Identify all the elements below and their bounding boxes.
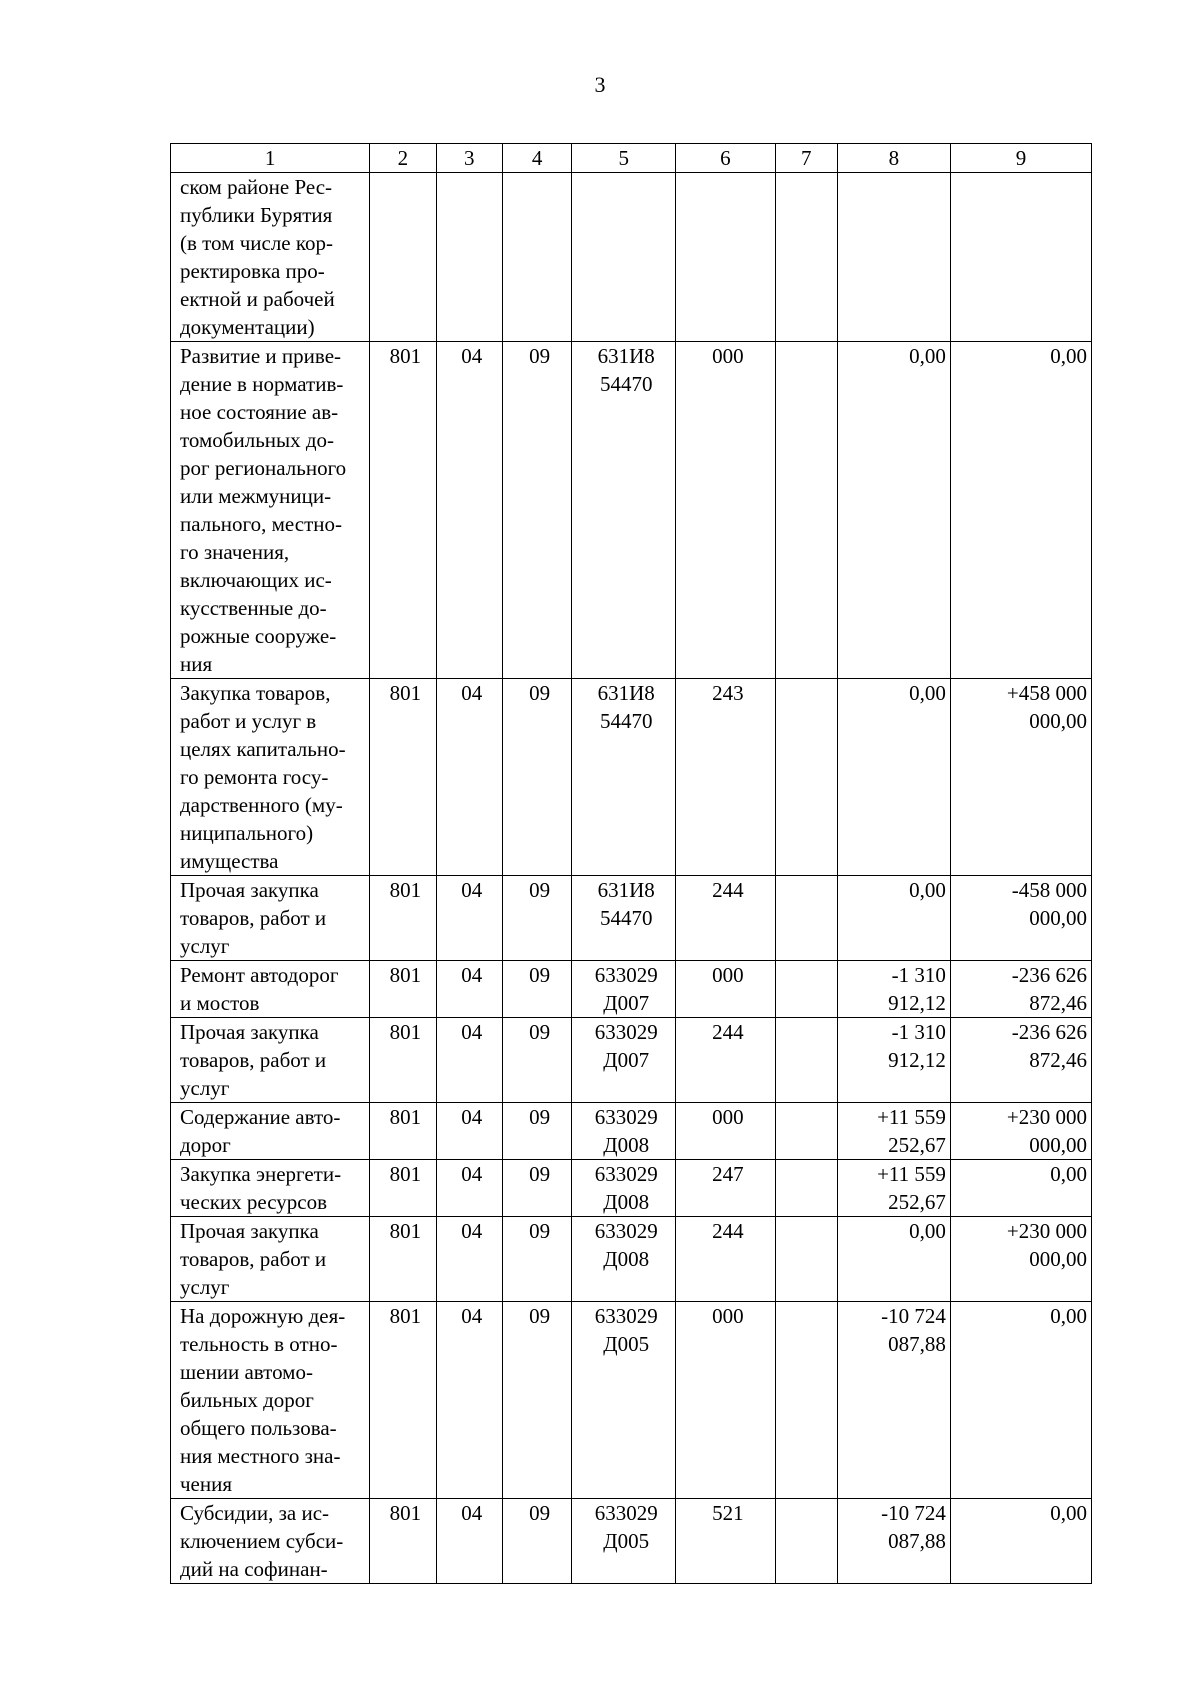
row-cell-3: [436, 173, 502, 342]
row-cell-7: [775, 679, 837, 876]
row-cell-7: [775, 876, 837, 961]
row-cell-7: [775, 961, 837, 1018]
row-cell-5: 633029 Д008: [572, 1103, 676, 1160]
row-cell-5: 631И8 54470: [572, 876, 676, 961]
row-cell-3: 04: [436, 1103, 502, 1160]
budget-table: [170, 143, 1092, 1584]
header-col-9: 9: [950, 144, 1091, 173]
row-cell-5: 633029 Д008: [572, 1160, 676, 1217]
row-cell-2: 801: [370, 1160, 436, 1217]
row-cell-4: 09: [502, 1103, 571, 1160]
row-cell-9: 0,00: [950, 342, 1091, 679]
row-cell-7: [775, 1217, 837, 1302]
row-cell-6: 000: [676, 1302, 776, 1499]
row-cell-8: 0,00: [837, 1217, 950, 1302]
row-cell-5: 633029 Д007: [572, 1018, 676, 1103]
table-row: [171, 679, 1092, 876]
row-cell-6: 244: [676, 1018, 776, 1103]
row-cell-8: -1 310 912,12: [837, 1018, 950, 1103]
row-cell-9: -236 626 872,46: [950, 1018, 1091, 1103]
row-cell-9: +230 000 000,00: [950, 1103, 1091, 1160]
row-cell-5: 633029 Д008: [572, 1217, 676, 1302]
row-cell-7: [775, 1018, 837, 1103]
table-row: [171, 1160, 1092, 1217]
row-name-cell: Субсидии, за ис- ключением субси- дий на софинан-: [171, 1499, 370, 1584]
row-cell-4: [502, 173, 571, 342]
row-cell-4: 09: [502, 1018, 571, 1103]
row-cell-6: [676, 173, 776, 342]
row-cell-7: [775, 173, 837, 342]
row-cell-8: 0,00: [837, 679, 950, 876]
header-col-4: 4: [502, 144, 571, 173]
row-cell-4: 09: [502, 876, 571, 961]
header-col-3: 3: [436, 144, 502, 173]
row-cell-4: 09: [502, 961, 571, 1018]
row-cell-7: [775, 1160, 837, 1217]
row-cell-7: [775, 1499, 837, 1584]
row-cell-2: [370, 173, 436, 342]
row-cell-6: 000: [676, 961, 776, 1018]
row-cell-9: 0,00: [950, 1499, 1091, 1584]
table-row: [171, 1302, 1092, 1499]
row-cell-5: [572, 173, 676, 342]
table-row: [171, 1499, 1092, 1584]
row-name-cell: На дорожную дея- тельность в отно- шении автомо- бильных дорог общего пользова- ния местного зна- чения: [171, 1302, 370, 1499]
table-row: [171, 876, 1092, 961]
row-cell-4: 09: [502, 1160, 571, 1217]
row-cell-4: 09: [502, 1302, 571, 1499]
row-cell-8: -10 724 087,88: [837, 1302, 950, 1499]
row-cell-3: 04: [436, 679, 502, 876]
table-row: [171, 1217, 1092, 1302]
row-cell-6: 000: [676, 1103, 776, 1160]
table-row: [171, 1018, 1092, 1103]
row-cell-7: [775, 342, 837, 679]
row-cell-4: 09: [502, 342, 571, 679]
row-name-cell: Закупка энергети- ческих ресурсов: [171, 1160, 370, 1217]
row-cell-5: 633029 Д005: [572, 1302, 676, 1499]
row-name-cell: Содержание авто- дорог: [171, 1103, 370, 1160]
row-cell-5: 631И8 54470: [572, 679, 676, 876]
row-cell-2: 801: [370, 1217, 436, 1302]
row-cell-9: 0,00: [950, 1160, 1091, 1217]
row-cell-8: 0,00: [837, 342, 950, 679]
row-cell-2: 801: [370, 1018, 436, 1103]
row-cell-6: 244: [676, 876, 776, 961]
header-col-6: 6: [676, 144, 776, 173]
row-cell-6: 521: [676, 1499, 776, 1584]
row-cell-3: 04: [436, 1302, 502, 1499]
row-cell-6: 000: [676, 342, 776, 679]
row-cell-2: 801: [370, 1103, 436, 1160]
row-cell-3: 04: [436, 342, 502, 679]
row-cell-2: 801: [370, 876, 436, 961]
row-cell-3: 04: [436, 876, 502, 961]
row-cell-9: -236 626 872,46: [950, 961, 1091, 1018]
row-cell-8: +11 559 252,67: [837, 1103, 950, 1160]
page-number: 3: [594, 72, 606, 97]
row-cell-9: 0,00: [950, 1302, 1091, 1499]
row-cell-2: 801: [370, 342, 436, 679]
row-cell-8: -1 310 912,12: [837, 961, 950, 1018]
header-col-7: 7: [775, 144, 837, 173]
row-cell-6: 243: [676, 679, 776, 876]
row-cell-5: 633029 Д007: [572, 961, 676, 1018]
header-col-5: 5: [572, 144, 676, 173]
row-name-cell: Прочая закупка товаров, работ и услуг: [171, 1217, 370, 1302]
row-cell-8: +11 559 252,67: [837, 1160, 950, 1217]
row-cell-9: +230 000 000,00: [950, 1217, 1091, 1302]
table-row: [171, 173, 1092, 342]
row-cell-5: 631И8 54470: [572, 342, 676, 679]
row-name-cell: Развитие и приве- дение в норматив- ное состояние ав- томобильных до- рог регионального или межмуници- пального, местно- го значения, включающих ис- кусственные до- рожные сооруже- ния: [171, 342, 370, 679]
table-row: [171, 1103, 1092, 1160]
row-cell-3: 04: [436, 1018, 502, 1103]
row-cell-2: 801: [370, 1499, 436, 1584]
row-cell-7: [775, 1103, 837, 1160]
header-col-1: 1: [171, 144, 370, 173]
row-name-cell: Прочая закупка товаров, работ и услуг: [171, 876, 370, 961]
row-cell-2: 801: [370, 1302, 436, 1499]
row-name-cell: Ремонт автодорог и мостов: [171, 961, 370, 1018]
row-cell-3: 04: [436, 961, 502, 1018]
row-cell-5: 633029 Д005: [572, 1499, 676, 1584]
row-cell-6: 244: [676, 1217, 776, 1302]
row-cell-2: 801: [370, 961, 436, 1018]
row-cell-8: -10 724 087,88: [837, 1499, 950, 1584]
row-cell-3: 04: [436, 1217, 502, 1302]
row-cell-4: 09: [502, 679, 571, 876]
row-cell-3: 04: [436, 1499, 502, 1584]
row-cell-4: 09: [502, 1217, 571, 1302]
row-name-cell: ском районе Рес- публики Бурятия (в том числе кор- ректировка про- ектной и рабочей документации): [171, 173, 370, 342]
row-cell-9: +458 000 000,00: [950, 679, 1091, 876]
row-name-cell: Прочая закупка товаров, работ и услуг: [171, 1018, 370, 1103]
table-row: [171, 342, 1092, 679]
row-cell-6: 247: [676, 1160, 776, 1217]
row-cell-4: 09: [502, 1499, 571, 1584]
row-cell-7: [775, 1302, 837, 1499]
header-col-2: 2: [370, 144, 436, 173]
table-body: [171, 173, 1092, 1584]
row-cell-8: [837, 173, 950, 342]
row-cell-3: 04: [436, 1160, 502, 1217]
row-cell-8: 0,00: [837, 876, 950, 961]
row-cell-9: -458 000 000,00: [950, 876, 1091, 961]
row-cell-9: [950, 173, 1091, 342]
row-cell-2: 801: [370, 679, 436, 876]
table-row: [171, 961, 1092, 1018]
row-name-cell: Закупка товаров, работ и услуг в целях капитально- го ремонта госу- дарственного (му- ниципального) имущества: [171, 679, 370, 876]
table-header-row: [171, 144, 1092, 173]
header-col-8: 8: [837, 144, 950, 173]
